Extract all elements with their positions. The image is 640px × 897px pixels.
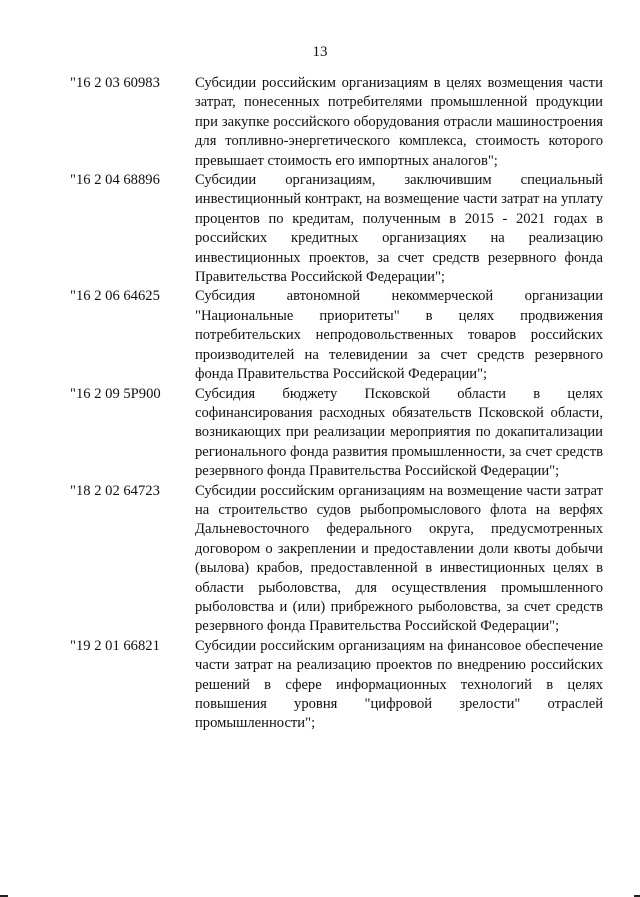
budget-description: Субсидии российским организациям в целях возмещения части затрат, понесенных потребителями промышленной продукции при закупке российского оборудования отрасли машиностроения для топливно-энергетического комплекса, стоимость которого превышает стоимость его импортных аналогов"; bbox=[195, 75, 603, 169]
list-item bbox=[70, 385, 610, 482]
budget-description: Субсидии российским организациям на возмещение части затрат на строительство судов рыбопромыслового флота на верфях Дальневосточного федерального округа, предусмотренных договором о закреплении и предоставлении доли квоты добычи (вылова) крабов, предоставленной в инвестиционных целях в области рыболовства, для осуществления промышленного рыболовства и (или) прибрежного рыболовства, за счет средств резервного фонда Правительства Российской Федерации"; bbox=[195, 482, 603, 635]
budget-code-list bbox=[70, 74, 610, 734]
budget-description: Субсидии организациям, заключившим специальный инвестиционный контракт, на возмещение части затрат на уплату процентов по кредитам, полученным в 2015 - 2021 годах в российских кредитных организациях на реализацию инвестиционных проектов, за счет средств резервного фонда Правительства Российской Федерации"; bbox=[195, 172, 603, 286]
list-item bbox=[70, 287, 610, 384]
budget-description: Субсидии российским организациям на финансовое обеспечение части затрат на реализацию проектов по внедрению российских решений в сфере информационных технологий в целях повышения уровня "цифровой зрелости" отраслей промышленности"; bbox=[195, 637, 603, 732]
budget-description: Субсидия автономной некоммерческой организации "Национальные приоритеты" в целях продвижения потребительских непродовольственных товаров российских производителей на телевидении за счет средств резервного фонда Правительства Российской Федерации"; bbox=[195, 288, 603, 383]
budget-code: "19 2 01 66821 bbox=[70, 637, 160, 654]
list-item bbox=[70, 171, 610, 287]
list-item bbox=[70, 482, 610, 637]
budget-code: "18 2 02 64723 bbox=[70, 482, 160, 499]
budget-code: "16 2 06 64625 bbox=[70, 288, 160, 305]
list-item bbox=[70, 74, 610, 171]
list-item bbox=[70, 637, 610, 734]
budget-code: "16 2 03 60983 bbox=[70, 75, 160, 91]
budget-code: "16 2 04 68896 bbox=[70, 172, 160, 189]
page-number: 13 bbox=[312, 44, 328, 60]
budget-code: "16 2 09 5Р900 bbox=[70, 385, 161, 402]
budget-description: Субсидия бюджету Псковской области в целях софинансирования расходных обязательств Псковской области, возникающих при реализации мероприятия по докапитализации регионального фонда развития промышленности, за счет средств резервного фонда Правительства Российской Федерации"; bbox=[195, 385, 603, 480]
